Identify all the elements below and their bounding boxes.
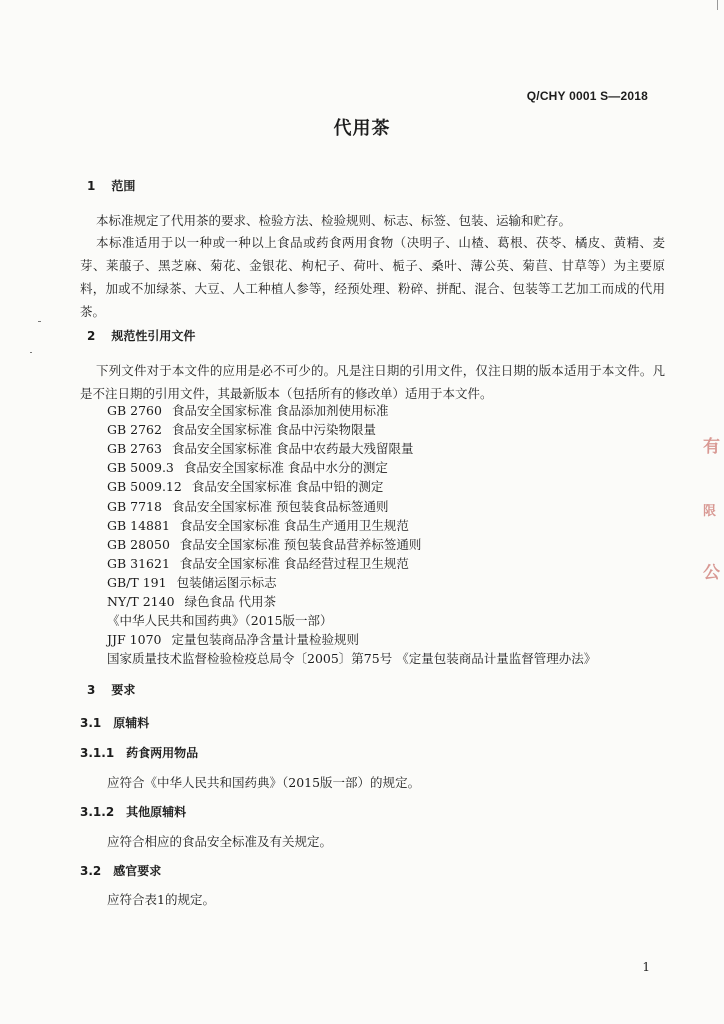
reference-title: 食品安全国家标准 食品经营过程卫生规范 <box>179 555 409 571</box>
section-3-1-1-heading <box>80 744 198 761</box>
section-number: 3.1.1 <box>80 746 115 760</box>
reference-code: GB 28050 <box>107 536 170 552</box>
section-3-1-1-text: 应符合《中华人民共和国药典》（2015版一部）的规定。 <box>107 775 421 790</box>
reference-item <box>107 535 421 554</box>
reference-title: 定量包装商品净含量计量检验规则 <box>171 632 359 648</box>
section-3-1-2-heading <box>80 803 186 820</box>
document-title: 代用茶 <box>333 118 391 139</box>
section-number: 3 <box>87 683 96 697</box>
scan-speck <box>30 352 32 353</box>
reference-code: GB 31621 <box>107 555 170 571</box>
section-title: 范围 <box>111 179 136 193</box>
reference-code: NY/T 2140 <box>107 594 175 609</box>
refs-intro-paragraph: 下列文件对于本文件的应用是必不可少的。凡是注日期的引用文件，仅注日期的版本适用于本文件。凡是不注日期的引用文件，其最新版本（包括所有的修改单）适用于本文件。 <box>80 363 665 401</box>
section-title: 原辅料 <box>113 716 150 730</box>
reference-item <box>107 649 596 668</box>
reference-title: 《中华人民共和国药典》（2015版一部） <box>107 613 333 629</box>
reference-item <box>107 630 359 649</box>
reference-code: JJF 1070 <box>107 632 162 648</box>
scope-paragraph-1: 本标准规定了代用茶的要求、检验方法、检验规则、标志、标签、包装、运输和贮存。 <box>96 213 572 228</box>
section-3-heading <box>87 681 135 698</box>
reference-code: GB 2760 <box>107 403 162 418</box>
section-3-1-2-text: 应符合相应的食品安全标准及有关规定。 <box>107 834 333 849</box>
reference-item <box>107 458 388 477</box>
reference-code: GB 2762 <box>107 422 162 438</box>
reference-code: GB 2763 <box>107 441 162 457</box>
reference-title: 食品安全国家标准 食品中污染物限量 <box>171 422 376 438</box>
section-title: 药食两用物品 <box>126 746 199 760</box>
reference-item <box>107 516 409 535</box>
reference-item <box>107 554 409 573</box>
company-stamp-fragment <box>703 500 723 519</box>
section-number: 1 <box>87 179 96 193</box>
scope-paragraph-2: 本标准适用于以一种或一种以上食品或药食两用食物（决明子、山楂、葛根、茯苓、橘皮、黄精、麦芽、莱菔子、黑芝麻、菊花、金银花、枸杞子、荷叶、栀子、桑叶、薄公英、菊苣、甘草等）为主要原料，加或不加绿茶、大豆、人工种植人参等，经预处理、粉碎、拼配、混合、包装等工艺加工而成的代用茶。 <box>80 235 665 319</box>
section-title: 要求 <box>111 683 136 697</box>
reference-item <box>107 611 333 630</box>
section-3-2-heading <box>80 862 161 879</box>
stamp-fragment: 公 <box>703 563 720 583</box>
stamp-fragment: 限 <box>703 504 717 519</box>
section-number: 3.1.2 <box>80 805 115 819</box>
reference-item <box>107 592 276 611</box>
reference-item <box>107 477 383 496</box>
reference-title: 国家质量技术监督检验检疫总局令〔2005〕第75号 《定量包装商品计量监督管理办法》 <box>107 651 597 667</box>
reference-item <box>107 420 376 439</box>
stamp-fragment: 有 <box>703 437 720 457</box>
reference-code: GB 5009.3 <box>107 460 174 476</box>
reference-title: 包装储运图示标志 <box>176 574 277 590</box>
scan-speck <box>38 321 41 322</box>
section-number: 2 <box>87 329 96 343</box>
reference-title: 食品安全国家标准 食品中铅的测定 <box>191 479 384 495</box>
reference-title: 食品安全国家标准 食品中农药最大残留限量 <box>171 441 414 457</box>
page-number: 1 <box>642 960 650 974</box>
reference-title: 绿色食品 代用茶 <box>184 594 277 609</box>
reference-title: 食品安全国家标准 食品中水分的测定 <box>183 460 388 476</box>
reference-title: 食品安全国家标准 预包装食品标签通则 <box>171 498 389 514</box>
reference-title: 食品安全国家标准 食品生产通用卫生规范 <box>179 517 409 533</box>
reference-item <box>107 401 388 420</box>
company-stamp-fragment <box>703 558 723 583</box>
reference-item <box>107 497 388 516</box>
section-3-1-heading <box>80 714 149 731</box>
standard-code: Q/CHY 0001 S—2018 <box>526 89 648 103</box>
section-number: 3.1 <box>80 716 102 730</box>
page-edge-mark <box>717 0 718 10</box>
reference-item <box>107 573 277 592</box>
section-number: 3.2 <box>80 864 102 878</box>
company-stamp-fragment <box>703 432 723 457</box>
section-1-heading <box>87 177 135 194</box>
reference-title: 食品安全国家标准 食品添加剂使用标准 <box>171 403 389 418</box>
section-3-2-text: 应符合表1的规定。 <box>107 892 215 907</box>
section-2-heading <box>87 327 195 344</box>
reference-item <box>107 439 413 458</box>
reference-code: GB 5009.12 <box>107 479 182 495</box>
reference-code: GB/T 191 <box>107 574 167 590</box>
section-title: 感官要求 <box>113 864 162 878</box>
section-title: 其他原辅料 <box>126 805 187 819</box>
section-title: 规范性引用文件 <box>111 329 196 343</box>
reference-code: GB 7718 <box>107 498 162 514</box>
reference-title: 食品安全国家标准 预包装食品营养标签通则 <box>179 536 422 552</box>
reference-code: GB 14881 <box>107 517 170 533</box>
